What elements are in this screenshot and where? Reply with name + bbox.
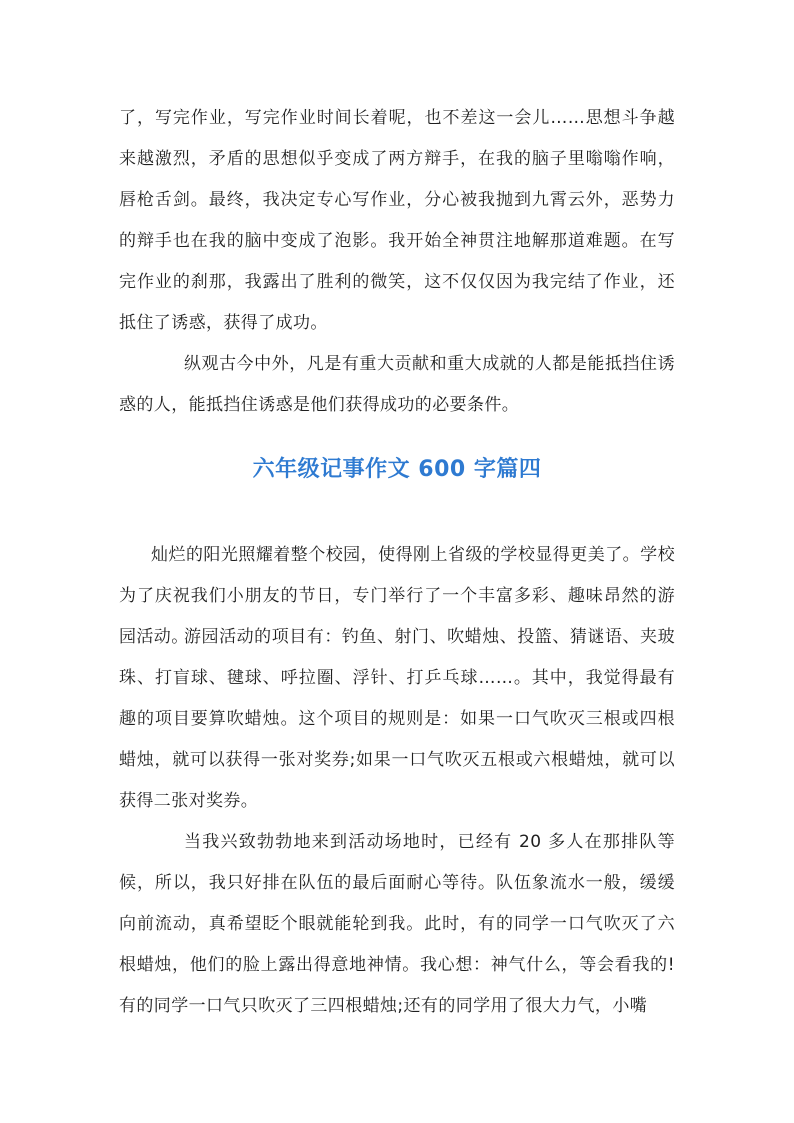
paragraph-4: 游园活动的项目有：钓鱼、射门、吹蜡烛、投篮、猜谜语、夹玻珠、打盲球、毽球、呼拉圈、浮针、打乒乓球……。其中，我觉得最有趣的项目要算吹蜡烛。这个项目的规则是：如果一口气吹灭三根或四根蜡烛，就可以获得一张对奖券;如果一口气吹灭五根或六根蜡烛，就可以获得二张对奖券。 bbox=[119, 627, 675, 811]
section-title: 六年级记事作文 600 字篇四 bbox=[252, 457, 542, 482]
paragraph-5: 当我兴致勃勃地来到活动场地时，已经有 20 多人在那排队等候，所以，我只好排在队伍的最后面耐心等待。队伍象流水一般，缓缓向前流动，真希望眨个眼就能轮到我。此时，有的同学一口气吹灭了六根蜡烛，他们的脸上露出得意地神情。我心想：神气什么，等会看我的!有的同学一口气只吹灭了三四根蜡烛;还有的同学用了很大力气，小嘴 bbox=[119, 832, 675, 1016]
paragraph-1: 了，写完作业，写完作业时间长着呢，也不差这一会儿……思想斗争越来越激烈，矛盾的思想似乎变成了两方辩手，在我的脑子里嗡嗡作响，唇枪舌剑。最终，我决定专心写作业，分心被我抛到九霄云外，恶势力的辩手也在我的脑中变成了泡影。我开始全神贯注地解那道难题。在写完作业的刹那，我露出了胜利的微笑，这不仅仅因为我完结了作业，还抵住了诱惑，获得了成功。 bbox=[119, 108, 675, 333]
paragraph-3: 灿烂的阳光照耀着整个校园，使得刚上省级的学校显得更美了。学校为了庆祝我们小朋友的节日，专门举行了一个丰富多彩、趣味昂然的游园活动。 bbox=[119, 545, 675, 647]
paragraph-2: 纵观古今中外，凡是有重大贡献和重大成就的人都是能抵挡住诱惑的人，能抵挡住诱惑是他们获得成功的必要条件。 bbox=[119, 354, 675, 415]
